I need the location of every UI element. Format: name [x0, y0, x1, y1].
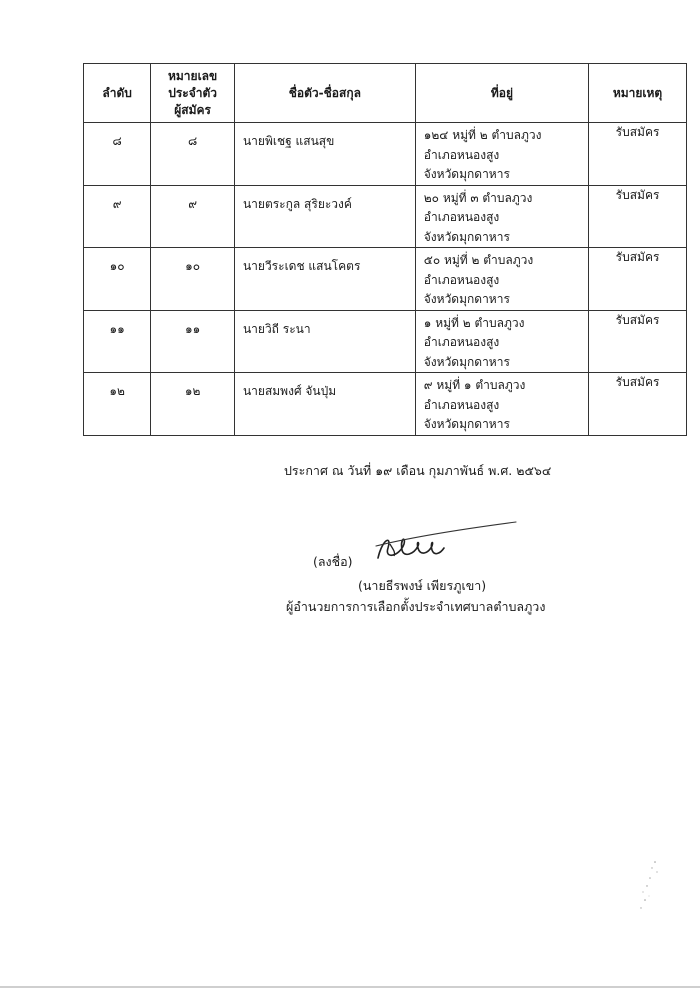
cell-no — [84, 310, 151, 373]
row-number: ๑๐ — [185, 259, 201, 273]
table-row — [84, 310, 687, 373]
row-address-line3: จังหวัดมุกดาหาร — [423, 229, 510, 244]
row-address-line2: อำเภอหนองสูง — [423, 335, 500, 349]
row-note: รับสมัคร — [589, 373, 687, 436]
cell-name — [234, 373, 415, 436]
cell-no — [84, 248, 151, 311]
cell-address — [415, 373, 588, 436]
cell-name — [234, 310, 415, 373]
signer-name: (นายธีรพงษ์ เพียรภูเขา) — [358, 578, 487, 593]
table-header-row — [84, 64, 687, 123]
row-number: ๘ — [187, 134, 198, 148]
cell-name — [234, 123, 415, 186]
scan-specks — [625, 858, 665, 918]
header-number-line1: หมายเลข — [167, 68, 218, 83]
candidate-table — [83, 63, 687, 436]
row-number: ๑๑ — [185, 321, 201, 336]
cell-address — [415, 123, 588, 186]
header-note: หมายเหตุ — [589, 64, 687, 123]
cell-no — [84, 123, 151, 186]
cell-number — [151, 373, 235, 436]
handwritten-signature — [370, 518, 520, 568]
row-number: ๙ — [188, 196, 198, 211]
scan-edge-line — [0, 986, 700, 988]
cell-name — [234, 185, 415, 248]
cell-address — [415, 310, 588, 373]
row-address-line2: อำเภอหนองสูง — [423, 210, 500, 224]
announcement-date: ประกาศ ณ วันที่ ๑๙ เดือน กุมภาพันธ์ พ.ศ. ๒๕๖๔ — [284, 463, 552, 478]
table-row — [84, 185, 687, 248]
row-address-line3: จังหวัดมุกดาหาร — [423, 417, 510, 431]
row-address-line2: อำเภอหนองสูง — [423, 272, 500, 287]
signer-position: ผู้อำนวยการการเลือกตั้งประจำเทศบาลตำบลภูวง — [286, 599, 546, 614]
row-no: ๙ — [112, 196, 122, 211]
row-address-line1: ๑๒๔ หมู่ที่ ๒ ตำบลภูวง — [423, 128, 542, 142]
table-row — [84, 123, 687, 186]
row-address-line3: จังหวัดมุกดาหาร — [423, 292, 510, 306]
header-name: ชื่อตัว-ชื่อสกุล — [234, 64, 415, 123]
row-note: รับสมัคร — [589, 310, 687, 373]
cell-address — [415, 185, 588, 248]
header-number-line2: ประจำตัว — [168, 85, 218, 100]
row-name: นายสมพงศ์ จันปุ่ม — [242, 384, 337, 398]
table-row — [84, 373, 687, 436]
cell-no — [84, 185, 151, 248]
row-no: ๑๒ — [109, 384, 125, 398]
cell-number — [151, 123, 235, 186]
row-address-line1: ๒๐ หมู่ที่ ๓ ตำบลภูวง — [423, 190, 533, 205]
row-name: นายวิถี ระนา — [242, 321, 311, 336]
row-address-line3: จังหวัดมุกดาหาร — [423, 167, 510, 181]
cell-number — [151, 310, 235, 373]
row-name: นายตระกูล สุริยะวงค์ — [242, 196, 352, 211]
row-address-line2: อำเภอหนองสูง — [423, 147, 500, 162]
signature-label: (ลงชื่อ) — [313, 554, 353, 569]
table-row — [84, 248, 687, 311]
row-address-line2: อำเภอหนองสูง — [423, 397, 500, 412]
row-address-line1: ๕๐ หมู่ที่ ๒ ตำบลภูวง — [423, 253, 534, 267]
row-no: ๘ — [112, 134, 122, 148]
row-address-line3: จังหวัดมุกดาหาร — [423, 354, 510, 369]
cell-address — [415, 248, 588, 311]
row-no: ๑๐ — [109, 259, 125, 273]
cell-number — [151, 185, 235, 248]
cell-no — [84, 373, 151, 436]
cell-name — [234, 248, 415, 311]
row-note: รับสมัคร — [589, 185, 687, 248]
header-candidate-number — [151, 64, 235, 123]
row-no: ๑๑ — [109, 321, 125, 336]
row-note: รับสมัคร — [589, 123, 687, 186]
row-address-line1: ๙ หมู่ที่ ๑ ตำบลภูวง — [423, 378, 526, 392]
row-note: รับสมัคร — [589, 248, 687, 311]
header-address: ที่อยู่ — [415, 64, 588, 123]
row-name: นายวีระเดช แสนโคตร — [242, 259, 361, 273]
cell-number — [151, 248, 235, 311]
header-number-line3: ผู้สมัคร — [174, 102, 211, 117]
header-no: ลำดับ — [84, 64, 151, 123]
row-name: นายพิเชฐ แสนสุข — [242, 134, 335, 148]
row-number: ๑๒ — [184, 384, 201, 398]
row-address-line1: ๑ หมู่ที่ ๒ ตำบลภูวง — [423, 315, 525, 330]
